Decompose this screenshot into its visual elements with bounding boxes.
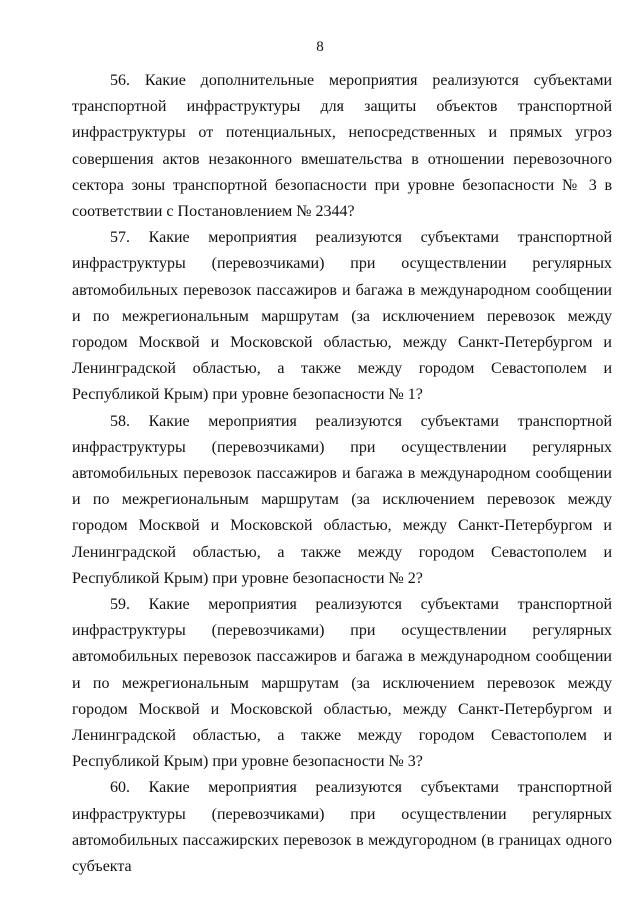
question-57: 57. Какие мероприятия реализуются субъектами транспортной инфраструктуры (перевозчиками) при осуществлении регулярных автомобильных перевозок пассажиров и багажа в международном сообщении и по межрегиональным маршрутам (за исключением перевозок между городом Москвой и Московской областью, между Санкт-Петербургом и Ленинградской областью, а также между городом Севастополем и Республикой Крым) при уровне безопасности № 1? [72, 229, 612, 404]
question-58: 58. Какие мероприятия реализуются субъектами транспортной инфраструктуры (перевозчиками) при осуществлении регулярных автомобильных перевозок пассажиров и багажа в международном сообщении и по межрегиональным маршрутам (за исключением перевозок между городом Москвой и Московской областью, между Санкт-Петербургом и Ленинградской областью, а также между городом Севастополем и Республикой Крым) при уровне безопасности № 2? [72, 412, 612, 587]
question-56: 56. Какие дополнительные мероприятия реализуются субъектами транспортной инфраструктуры для защиты объектов транспортной инфраструктуры от потенциальных, непосредственных и прямых угроз совершения актов незаконного вмешательства в отношении перевозочного сектора зоны транспортной безопасности при уровне безопасности № 3 в соответствии с Постановлением № 2344? [72, 72, 612, 221]
question-59: 59. Какие мероприятия реализуются субъектами транспортной инфраструктуры (перевозчиками) при осуществлении регулярных автомобильных перевозок пассажиров и багажа в международном сообщении и по межрегиональным маршрутам (за исключением перевозок между городом Москвой и Московской областью, между Санкт-Петербургом и Ленинградской областью, а также между городом Севастополем и Республикой Крым) при уровне безопасности № 3? [72, 596, 612, 771]
document-body [72, 68, 612, 880]
page-number: 8 [316, 39, 324, 55]
question-60: 60. Какие мероприятия реализуются субъектами транспортной инфраструктуры (перевозчиками) при осуществлении регулярных автомобильных пассажирских перевозок в междугородном (в границах одного субъекта [72, 779, 612, 876]
